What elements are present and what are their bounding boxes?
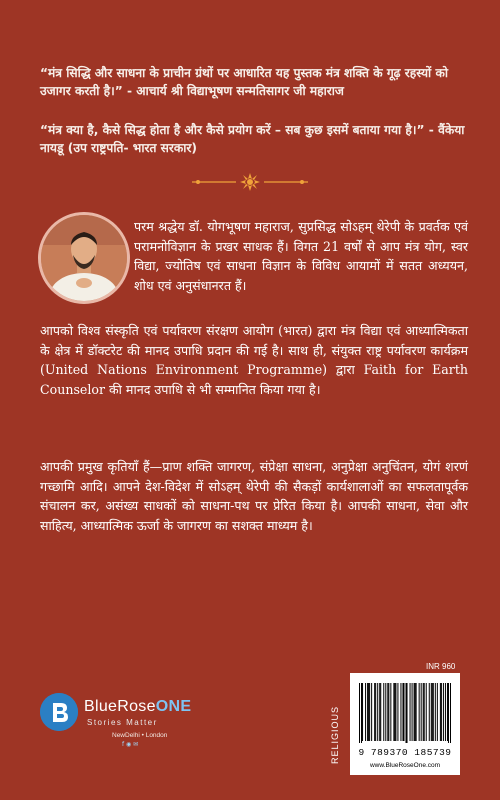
barcode-bar — [393, 683, 394, 741]
barcode-bar — [445, 683, 446, 741]
barcode-bar — [368, 683, 369, 741]
barcode-bar — [433, 683, 434, 741]
publisher-logo — [40, 688, 240, 768]
barcode-bar — [388, 683, 389, 741]
barcode-bar — [407, 683, 408, 743]
publisher-name: BlueRoseONE — [84, 698, 192, 715]
barcode-bar — [406, 683, 407, 743]
barcode-bar — [429, 683, 430, 741]
barcode-bar — [419, 683, 420, 741]
barcode-bar — [414, 683, 415, 741]
barcode-bar — [412, 683, 413, 741]
barcode-bar — [394, 683, 395, 741]
barcode-bar — [437, 683, 438, 741]
barcode-bar — [448, 683, 449, 743]
publisher-website: www.BlueRoseOne.com — [369, 762, 441, 769]
barcode-bar — [369, 683, 370, 741]
ornament-divider — [190, 172, 310, 192]
author-bio-honors: आपको विश्व संस्कृति एवं पर्यावरण संरक्षण आयोग (भारत) द्वारा मंत्र विद्या एवं आध्यात्मिकता के क्षेत्र में डॉक्टरेट की मानद उपाधि प्रदान की गई है। साथ ही, संयुक्त राष्ट्र पर्यावरण कार्यक्रम (United Nations Environment Programme) द्वारा Faith for Earth Counselor की मानद उपाधि से भी सम्मानित किया गया है। — [40, 323, 468, 397]
endorsement-quote-1: “मंत्र सिद्धि और साधना के प्राचीन ग्रंथों पर आधारित यह पुस्तक मंत्र शक्ति के गूढ़ रहस्यों को उजागर करती है।” - आचार्य श्री विद्याभूषण सन्मतिसागर जी महाराज — [40, 66, 448, 98]
barcode-bar — [410, 683, 411, 741]
social-icons: f ◉ ✉ — [122, 741, 139, 748]
barcode-bar — [435, 683, 436, 741]
barcode-bar — [379, 683, 380, 741]
barcode-bar — [431, 683, 432, 741]
barcode-bar — [359, 683, 360, 743]
isbn-number: 9 789370 185739 — [358, 747, 452, 758]
publisher-locations: NewDelhi • London — [112, 732, 168, 739]
barcode-bar — [365, 683, 366, 741]
barcode-bar — [402, 683, 403, 741]
barcode-bars — [359, 683, 451, 743]
publisher-tagline: Stories Matter — [87, 718, 158, 727]
barcode-bar — [387, 683, 388, 741]
barcode-bar — [395, 683, 396, 741]
price-label: INR 960 — [426, 662, 456, 671]
barcode-bar — [421, 683, 422, 741]
author-bio-intro: परम श्रद्धेय डॉ. योगभूषण महाराज, सुप्रसिद्ध सोऽहम् थेरेपी के प्रवर्तक एवं परामनोविज्ञान के प्रखर साधक हैं। विगत 21 वर्षों से आप मंत्र योग, स्वर विद्या, ज्योतिष एवं साधना विज्ञान के विविध आयामों में सतत अध्ययन, शोध एवं अनुसंधानरत हैं। — [134, 219, 468, 293]
barcode-bar — [371, 683, 372, 741]
publisher-emblem-icon — [40, 693, 78, 731]
barcode-bar — [362, 683, 363, 741]
barcode-bar — [397, 683, 398, 741]
barcode-bar — [450, 683, 451, 743]
author-bio-works: आपकी प्रमुख कृतियाँ हैं—प्राण शक्ति जागरण, संप्रेक्षा साधना, अनुप्रेक्षा अनुचिंतन, योगं शरणं गच्छामि आदि। आपने देश-विदेश में सोऽहम् थेरेपी की सैकड़ों कार्यशालाओं का सफलतापूर्वक संचालन कर, असंख्य साधकों को साधना-पथ पर प्रेरित किया है। आपकी साधना, सेवा और साहित्य, आध्यात्मिक ऊर्जा के जागरण का सशक्त माध्यम है। — [40, 459, 468, 533]
barcode-bar — [403, 683, 404, 741]
barcode-bar — [361, 683, 362, 743]
barcode-bar — [390, 683, 391, 741]
barcode-bar — [423, 683, 424, 741]
barcode-bar — [400, 683, 401, 741]
barcode-bar — [380, 683, 381, 741]
barcode-bar — [377, 683, 378, 741]
barcode-bar — [415, 683, 416, 741]
barcode-bar — [385, 683, 386, 741]
category-label: RELIGIOUS — [330, 705, 340, 764]
barcode-bar — [367, 683, 368, 741]
barcode-bar — [383, 683, 384, 741]
barcode-bar — [432, 683, 433, 741]
isbn-barcode — [350, 673, 460, 775]
barcode-bar — [426, 683, 427, 741]
barcode-bar — [443, 683, 444, 741]
barcode-bar — [424, 683, 425, 741]
endorsement-quote-2: “मंत्र क्या है, कैसे सिद्ध होता है और कैसे प्रयोग करें – सब कुछ इसमें बताया गया है।” - वैंकेया नायडू (उप राष्ट्रपति- भारत सरकार) — [40, 123, 465, 155]
barcode-bar — [441, 683, 442, 741]
barcode-bar — [374, 683, 375, 741]
barcode-bar — [447, 683, 448, 741]
barcode-bar — [440, 683, 441, 741]
barcode-bar — [375, 683, 376, 741]
author-portrait — [38, 212, 130, 304]
barcode-bar — [416, 683, 417, 741]
